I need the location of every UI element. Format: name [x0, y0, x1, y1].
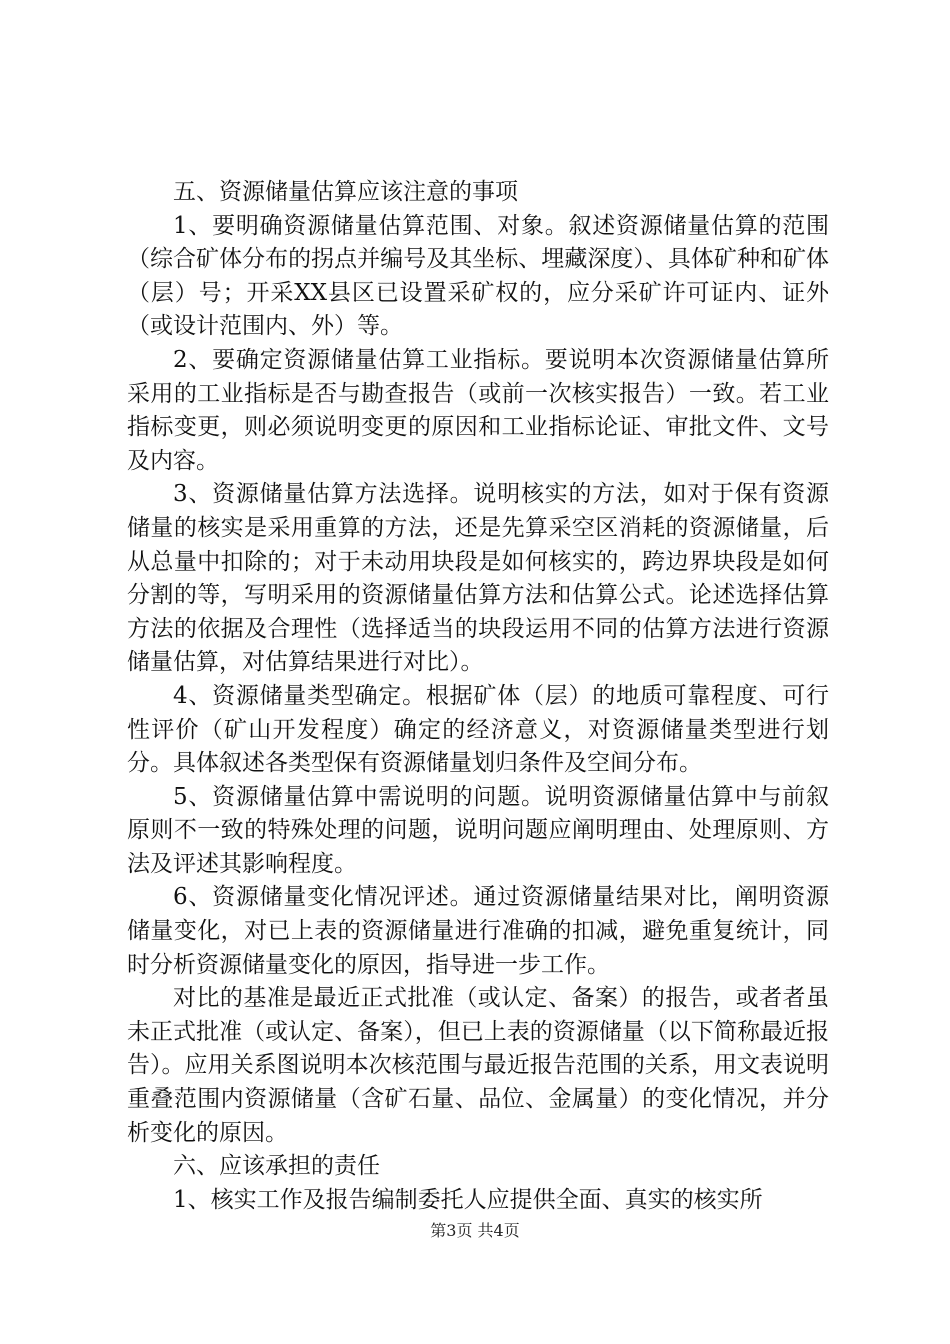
paragraph-item-1: 1、要明确资源储量估算范围、对象。叙述资源储量估算的范围（综合矿体分布的拐点并编号及其坐标、埋藏深度）、具体矿种和矿体（层）号；开采XX县区已设置采矿权的，应分采矿许可证内、证外（或设计范围内、外）等。 [127, 212, 829, 340]
section-heading-5: 五、资源储量估算应该注意的事项 [173, 179, 518, 205]
paragraph-item-2: 2、要确定资源储量估算工业指标。要说明本次资源储量估算所采用的工业指标是否与勘查报告（或前一次核实报告）一致。若工业指标变更，则必须说明变更的原因和工业指标论证、审批文件、文号及内容。 [127, 346, 829, 474]
paragraph-item-3: 3、资源储量估算方法选择。说明核实的方法，如对于保有资源储量的核实是采用重算的方法，还是先算采空区消耗的资源储量，后从总量中扣除的；对于未动用块段是如何核实的，跨边界块段是如何分割的等，写明采用的资源储量估算方法和估算公式。论述选择估算方法的依据及合理性（选择适当的块段运用不同的估算方法进行资源储量估算，对估算结果进行对比）。 [127, 481, 829, 676]
paragraph-responsibility-1: 1、核实工作及报告编制委托人应提供全面、真实的核实所 [173, 1186, 763, 1213]
paragraph-item-6: 6、资源储量变化情况评述。通过资源储量结果对比，阐明资源储量变化，对已上表的资源储量进行准确的扣减，避免重复统计，同时分析资源储量变化的原因，指导进一步工作。 [127, 884, 829, 978]
paragraph-item-4: 4、资源储量类型确定。根据矿体（层）的地质可靠程度、可行性评价（矿山开发程度）确定的经济意义，对资源储量类型进行划分。具体叙述各类型保有资源储量划归条件及空间分布。 [127, 682, 829, 777]
section-heading-6: 六、应该承担的责任 [173, 1153, 380, 1180]
page-number-footer: 第3页 共4页 [430, 1221, 520, 1240]
paragraph-comparison-basis: 对比的基准是最近正式批准（或认定、备案）的报告，或者者虽未正式批准（或认定、备案），但已上表的资源储量（以下简称最近报告）。应用关系图说明本次核范围与最近报告范围的关系，用文表说明重叠范围内资源储量（含矿石量、品位、金属量）的变化情况，并分析变化的原因。 [127, 985, 829, 1146]
document-body [127, 176, 829, 1217]
paragraph-item-5: 5、资源储量估算中需说明的问题。说明资源储量估算中与前叙原则不一致的特殊处理的问题，说明问题应阐明理由、处理原则、方法及评述其影响程度。 [127, 783, 829, 877]
